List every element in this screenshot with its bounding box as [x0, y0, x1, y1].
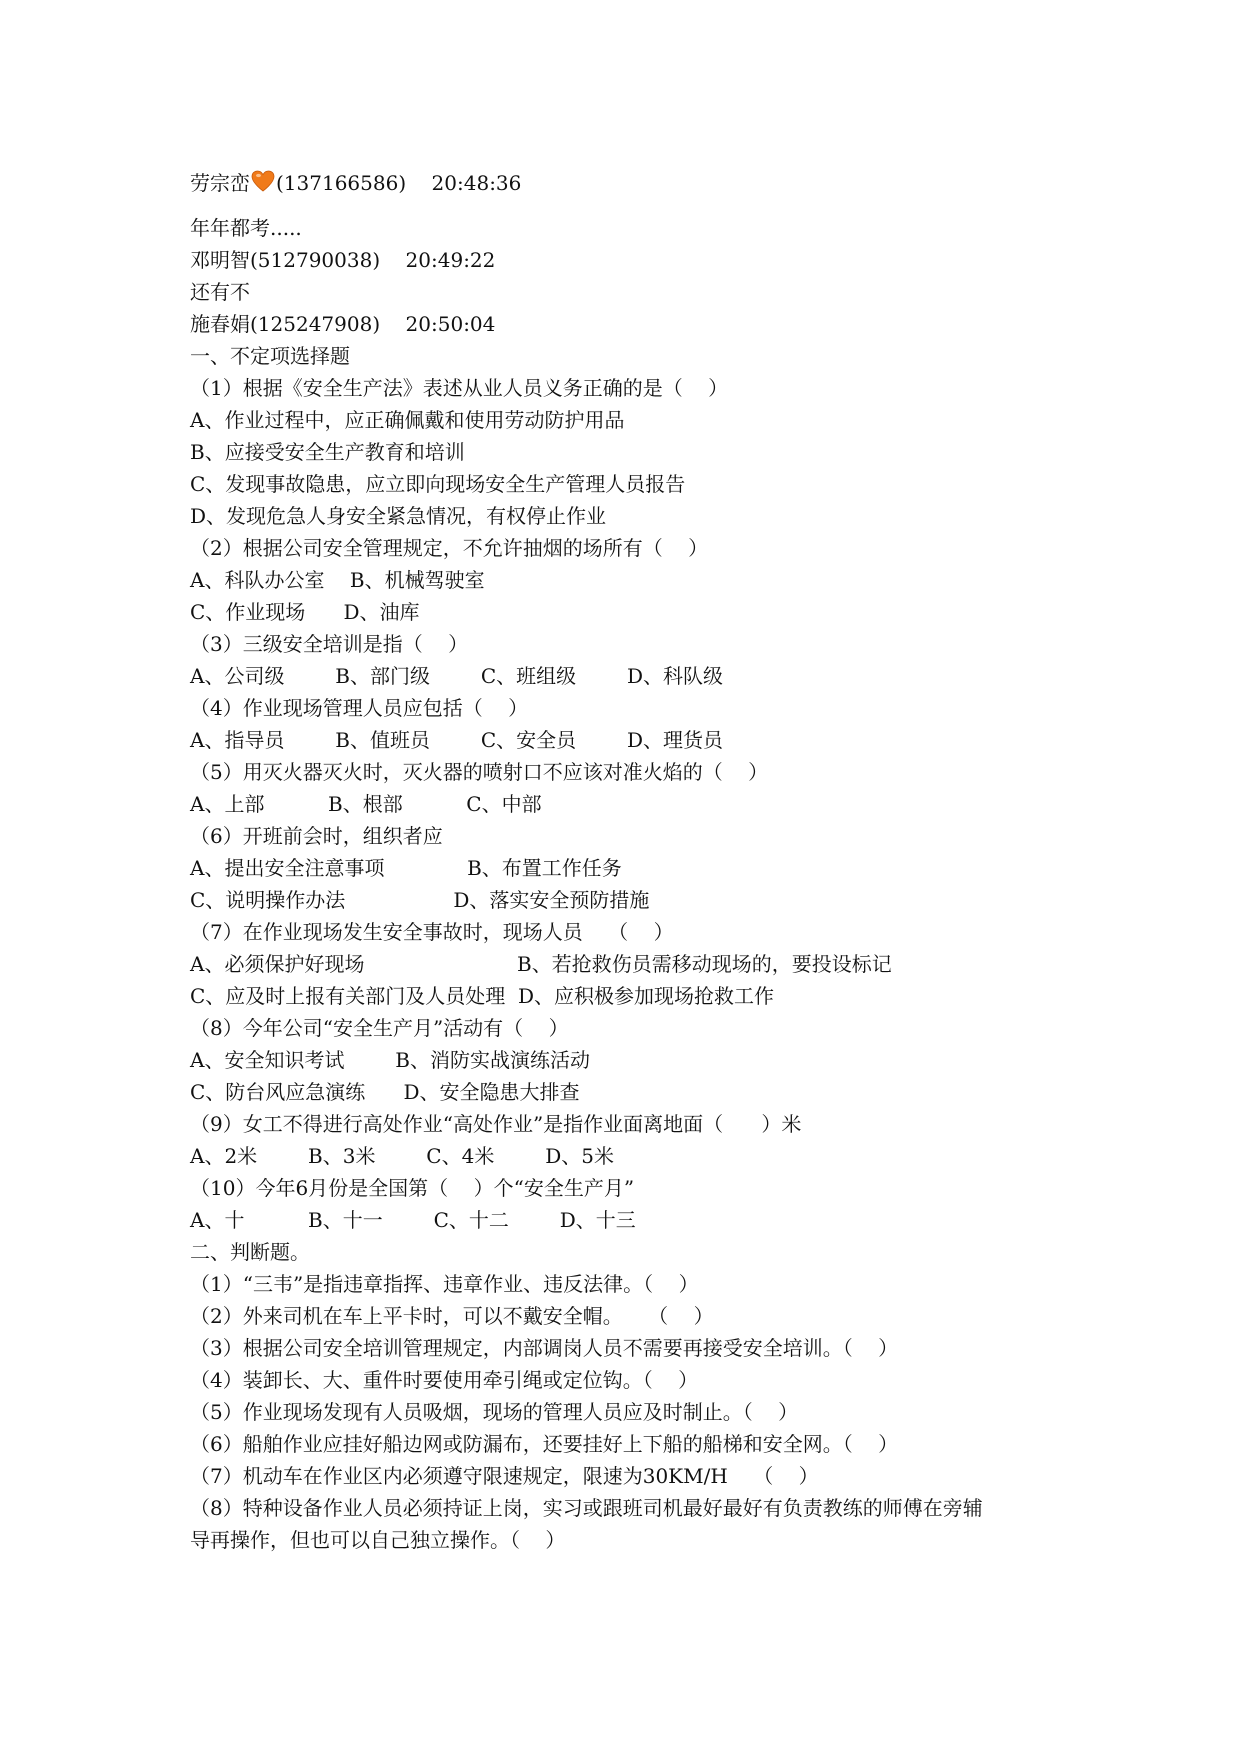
section-title: 一、不定项选择题 — [190, 344, 350, 368]
judgement-line: （8）特种设备作业人员必须持证上岗，实习或跟班司机最好最好有负责教练的师傅在旁辅 — [190, 1496, 983, 1520]
question-line: （3）三级安全培训是指（ ） — [190, 632, 469, 656]
question-line: （9）女工不得进行高处作业“高处作业”是指作业面离地面（ ）米 — [190, 1112, 802, 1136]
question-line: （7）在作业现场发生安全事故时，现场人员 （ ） — [190, 920, 674, 944]
judgement-line: （5）作业现场发现有人员吸烟，现场的管理人员应及时制止。（ ） — [190, 1400, 799, 1424]
question-line: A、必须保护好现场 B、若抢救伤员需移动现场的，要投设标记 — [190, 952, 892, 976]
heart-icon — [251, 170, 275, 192]
question-line: （8）今年公司“安全生产月”活动有（ ） — [190, 1016, 569, 1040]
judgement-line: （2）外来司机在车上平卡时，可以不戴安全帽。 （ ） — [190, 1304, 714, 1328]
question-line: （6）开班前会时，组织者应 — [190, 824, 443, 848]
chat-header-line — [190, 170, 521, 196]
judgement-line: 导再操作，但也可以自己独立操作。（ ） — [190, 1528, 566, 1552]
question-line: （2）根据公司安全管理规定，不允许抽烟的场所有（ ） — [190, 536, 709, 560]
question-line: C、防台风应急演练 D、安全隐患大排查 — [190, 1080, 580, 1104]
question-line: （10）今年6月份是全国第（ ）个“安全生产月” — [190, 1176, 635, 1200]
question-line: A、科队办公室 B、机械驾驶室 — [190, 568, 485, 592]
question-line: A、上部 B、根部 C、中部 — [190, 792, 542, 816]
question-line: A、指导员 B、值班员 C、安全员 D、理货员 — [190, 728, 724, 752]
sender-id-time: (137166586) 20:48:36 — [276, 171, 522, 195]
question-line: C、说明操作办法 D、落实安全预防措施 — [190, 888, 650, 912]
judgement-line: （4）装卸长、大、重件时要使用牵引绳或定位钩。（ ） — [190, 1368, 699, 1392]
question-line: （1）根据《安全生产法》表述从业人员义务正确的是（ ） — [190, 376, 729, 400]
chat-sender-line: 邓明智(512790038) 20:49:22 — [190, 248, 496, 272]
judgement-line: （3）根据公司安全培训管理规定，内部调岗人员不需要再接受安全培训。（ ） — [190, 1336, 899, 1360]
question-line: B、应接受安全生产教育和培训 — [190, 440, 465, 464]
question-line: （4）作业现场管理人员应包括（ ） — [190, 696, 529, 720]
question-line: C、作业现场 D、油库 — [190, 600, 420, 624]
question-line: （5）用灭火器灭火时，灭火器的喷射口不应该对准火焰的（ ） — [190, 760, 769, 784]
section-title: 二、判断题。 — [190, 1240, 310, 1264]
question-line: A、十 B、十一 C、十二 D、十三 — [190, 1208, 636, 1232]
chat-message: 年年都考..... — [190, 216, 302, 240]
judgement-line: （1）“三韦”是指违章指挥、违章作业、违反法律。（ ） — [190, 1272, 699, 1296]
question-line: A、2米 B、3米 C、4米 D、5米 — [190, 1144, 614, 1168]
chat-message: 还有不 — [190, 280, 250, 304]
judgement-line: （6）船舶作业应挂好船边网或防漏布，还要挂好上下船的船梯和安全网。（ ） — [190, 1432, 899, 1456]
judgement-line: （7）机动车在作业区内必须遵守限速规定，限速为30KM/H （ ） — [190, 1464, 819, 1488]
question-line: A、公司级 B、部门级 C、班组级 D、科队级 — [190, 664, 724, 688]
question-line: C、应及时上报有关部门及人员处理 D、应积极参加现场抢救工作 — [190, 984, 775, 1008]
chat-sender-line: 施春娟(125247908) 20:50:04 — [190, 312, 496, 336]
question-line: C、发现事故隐患，应立即向现场安全生产管理人员报告 — [190, 472, 686, 496]
question-line: A、作业过程中，应正确佩戴和使用劳动防护用品 — [190, 408, 625, 432]
question-line: A、提出安全注意事项 B、布置工作任务 — [190, 856, 622, 880]
question-line: A、安全知识考试 B、消防实战演练活动 — [190, 1048, 590, 1072]
question-line: D、发现危急人身安全紧急情况，有权停止作业 — [190, 504, 607, 528]
sender-name: 劳宗峦 — [190, 171, 250, 195]
